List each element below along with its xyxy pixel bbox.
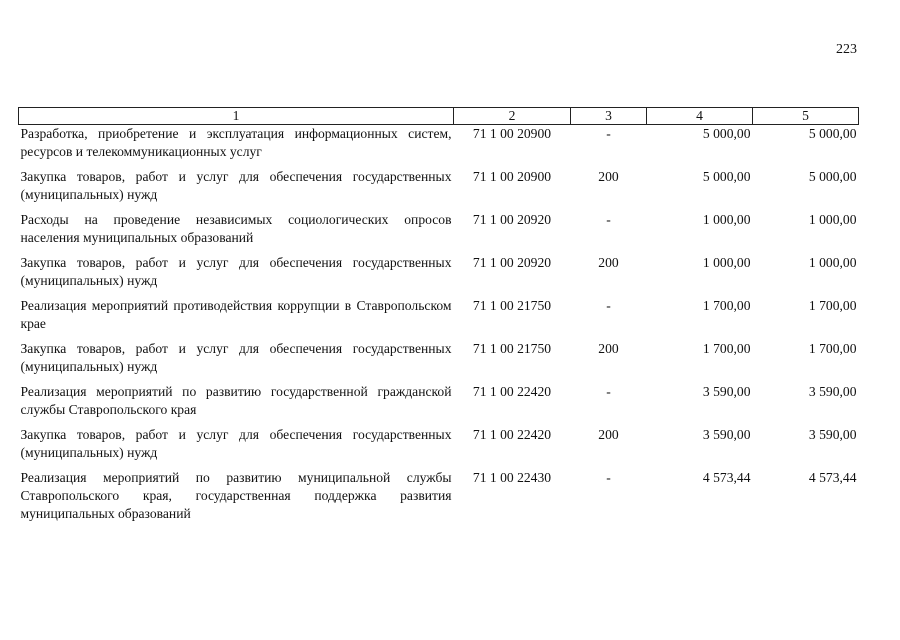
expense-type-code: - [606, 383, 611, 399]
amount-column-5: 3 590,00 [808, 383, 857, 399]
amount-column-4: 5 000,00 [702, 126, 751, 141]
target-article-code: 71 1 00 22430 [472, 469, 552, 485]
expense-type-code: - [606, 211, 611, 227]
column-header-4: 4 [647, 108, 753, 125]
amount-column-5: 1 000,00 [808, 254, 857, 270]
target-article-code: 71 1 00 20920 [472, 254, 552, 270]
expense-name: Закупка товаров, работ и услуг для обеспечения государственных (муниципальных) нужд [20, 426, 452, 460]
expense-type-code: 200 [598, 254, 619, 270]
page-number: 223 [836, 42, 857, 57]
amount-column-5: 1 700,00 [808, 340, 857, 356]
table-row [19, 426, 859, 469]
expense-name: Реализация мероприятий по развитию муниципальной службы Ставропольского края, государственная поддержка развития муниципальных образований [20, 469, 452, 521]
target-article-code: 71 1 00 22420 [472, 383, 552, 399]
expense-name: Реализация мероприятий по развитию государственной гражданской службы Ставропольского края [20, 383, 452, 417]
expense-type-code: - [606, 469, 611, 485]
expense-type-code: 200 [598, 168, 619, 184]
expense-name: Разработка, приобретение и эксплуатация информационных систем, ресурсов и телекоммуникационных услуг [20, 126, 452, 159]
table-row [19, 469, 859, 529]
table-row [19, 383, 859, 426]
expense-name: Реализация мероприятий противодействия коррупции в Ставропольском крае [20, 297, 452, 331]
column-header-1: 1 [19, 108, 454, 125]
column-header-3: 3 [571, 108, 647, 125]
target-article-code: 71 1 00 21750 [472, 297, 552, 313]
expense-type-code: - [606, 126, 611, 141]
target-article-code: 71 1 00 21750 [472, 340, 552, 356]
column-number-header-row [19, 108, 859, 125]
table-row [19, 254, 859, 297]
target-article-code: 71 1 00 20920 [472, 211, 552, 227]
amount-column-5: 3 590,00 [808, 426, 857, 442]
amount-column-5: 5 000,00 [808, 168, 857, 184]
column-header-5: 5 [753, 108, 859, 125]
amount-column-4: 1 700,00 [702, 297, 751, 313]
expense-type-code: 200 [598, 426, 619, 442]
amount-column-5: 4 573,44 [808, 469, 857, 485]
amount-column-4: 4 573,44 [702, 469, 751, 485]
amount-column-5: 5 000,00 [808, 126, 857, 141]
amount-column-4: 5 000,00 [702, 168, 751, 184]
amount-column-4: 1 000,00 [702, 211, 751, 227]
amount-column-4: 3 590,00 [702, 426, 751, 442]
expense-name: Закупка товаров, работ и услуг для обеспечения государственных (муниципальных) нужд [20, 340, 452, 374]
target-article-code: 71 1 00 22420 [472, 426, 552, 442]
amount-column-5: 1 700,00 [808, 297, 857, 313]
expense-name: Закупка товаров, работ и услуг для обеспечения государственных (муниципальных) нужд [20, 168, 452, 202]
budget-table [18, 107, 859, 529]
table-row [19, 211, 859, 254]
amount-column-4: 1 000,00 [702, 254, 751, 270]
expense-name: Закупка товаров, работ и услуг для обеспечения государственных (муниципальных) нужд [20, 254, 452, 288]
table-row [19, 125, 859, 168]
target-article-code: 71 1 00 20900 [472, 126, 552, 141]
amount-column-5: 1 000,00 [808, 211, 857, 227]
expense-type-code: 200 [598, 340, 619, 356]
table-row [19, 297, 859, 340]
target-article-code: 71 1 00 20900 [472, 168, 552, 184]
amount-column-4: 3 590,00 [702, 383, 751, 399]
expense-name: Расходы на проведение независимых социологических опросов населения муниципальных образований [20, 211, 452, 245]
expense-type-code: - [606, 297, 611, 313]
table-row [19, 168, 859, 211]
table-row [19, 340, 859, 383]
amount-column-4: 1 700,00 [702, 340, 751, 356]
column-header-2: 2 [454, 108, 571, 125]
